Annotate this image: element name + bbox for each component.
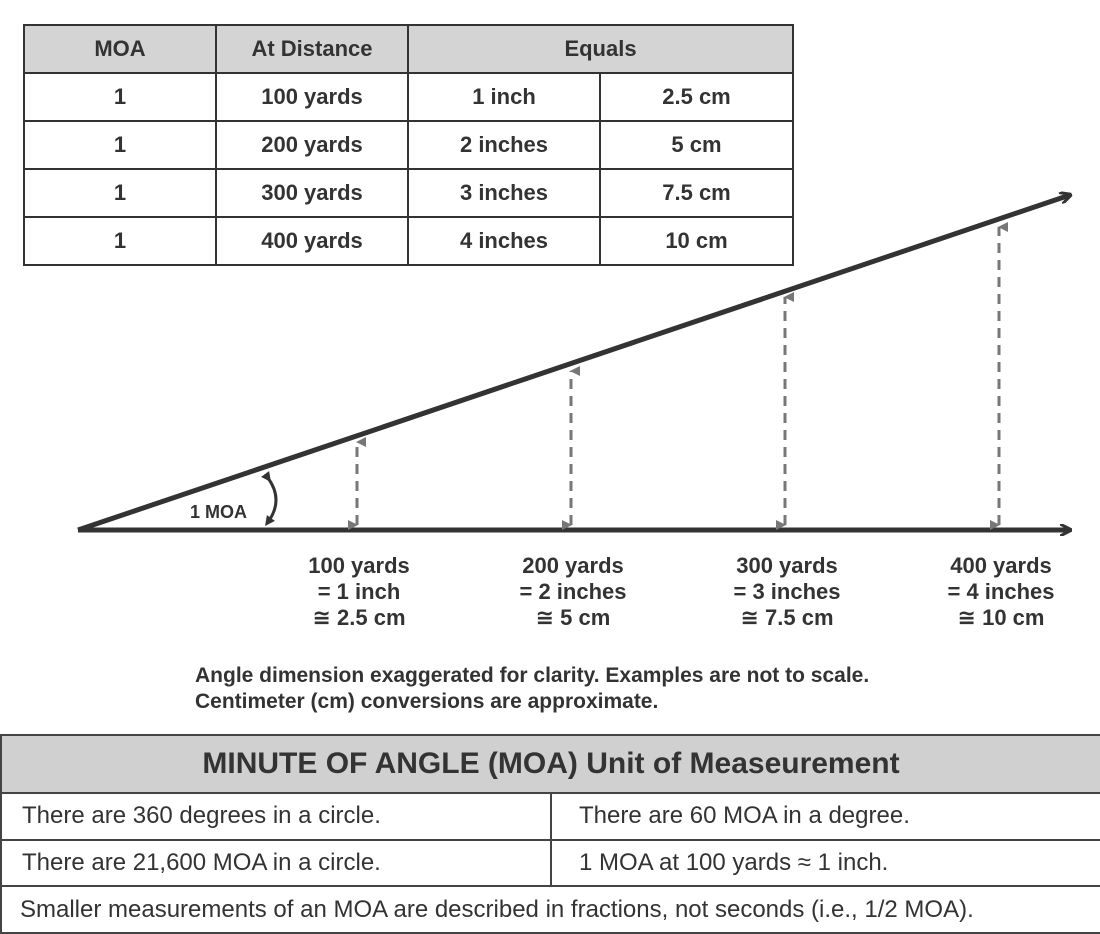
moa-cell: 1 [24,169,216,217]
inch-equivalent: = 1 inch [317,579,401,604]
moa-cell: 1 [24,217,216,265]
note-line: Centimeter (cm) conversions are approximate. [195,690,659,713]
moa-cell: 1 [24,121,216,169]
angle-arc [268,478,276,522]
info-cell: There are 60 MOA in a degree. [551,793,1100,840]
table-row [1,886,1100,933]
info-title-row [1,735,1100,793]
inch-equivalent: = 3 inches [733,579,841,604]
distance-label-100-yards [259,553,459,631]
info-cell: 1 MOA at 100 yards ≈ 1 inch. [551,840,1100,887]
inches-cell: 2 inches [408,121,600,169]
distance-cell: 100 yards [216,73,408,121]
info-footer: Smaller measurements of an MOA are described in fractions, not seconds (i.e., 1/2 MOA). [1,886,1100,933]
header-moa: MOA [24,25,216,73]
distance-label-300-yards [687,553,887,631]
distance-cell: 400 yards [216,217,408,265]
angle-label: 1 MOA [190,502,248,522]
cm-equivalent: ≅ 5 cm [535,605,611,630]
info-table-title: MINUTE OF ANGLE (MOA) Unit of Measeurement [1,735,1100,793]
distance-text: 400 yards [950,553,1052,578]
cm-equivalent: ≅ 2.5 cm [312,605,406,630]
distance-text: 300 yards [736,553,838,578]
info-cell: There are 360 degrees in a circle. [1,793,551,840]
angle-line-arrow [78,195,1070,530]
cm-cell: 2.5 cm [600,73,793,121]
inches-cell: 1 inch [408,73,600,121]
distance-cell: 300 yards [216,169,408,217]
header-equals: Equals [408,25,793,73]
cm-equivalent: ≅ 7.5 cm [740,605,834,630]
note-line: Angle dimension exaggerated for clarity. Examples are not to scale. [195,664,870,687]
info-cell: There are 21,600 MOA in a circle. [1,840,551,887]
cm-equivalent: ≅ 10 cm [957,605,1045,630]
distance-label-200-yards [473,553,673,631]
inches-cell: 3 inches [408,169,600,217]
distance-text: 200 yards [522,553,624,578]
distance-text: 100 yards [308,553,410,578]
table-row [1,793,1100,840]
inch-equivalent: = 2 inches [519,579,627,604]
moa-cell: 1 [24,73,216,121]
cm-cell: 10 cm [600,217,793,265]
inch-equivalent: = 4 inches [947,579,1055,604]
table-row [1,840,1100,887]
header-at-distance: At Distance [216,25,408,73]
cm-cell: 7.5 cm [600,169,793,217]
diagram-note [195,663,869,715]
moa-info-table [0,734,1100,934]
distance-label-400-yards [901,553,1100,631]
cm-cell: 5 cm [600,121,793,169]
inches-cell: 4 inches [408,217,600,265]
distance-cell: 200 yards [216,121,408,169]
